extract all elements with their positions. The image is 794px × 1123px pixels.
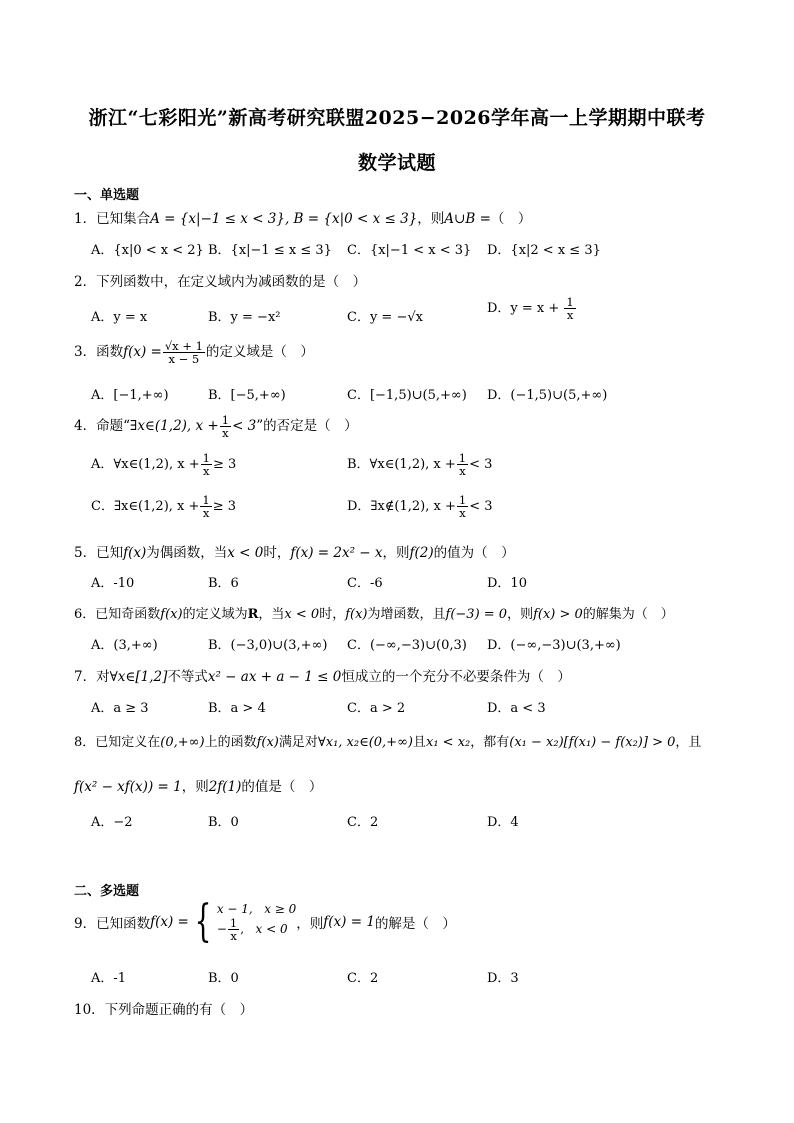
q6-text: 的解集为（ ） — [582, 607, 674, 622]
q7-option-b: B．a > 4 — [208, 701, 266, 716]
q6-math: f(x) — [160, 607, 183, 622]
q8-math: (0,+∞) — [160, 735, 205, 750]
left-brace-icon: { — [194, 896, 212, 947]
q2-option-d-text: D．y = x + — [487, 301, 564, 317]
section-heading-single-choice: 一、单选题 — [74, 188, 140, 203]
q1-text-a: 1．已知集合 — [74, 211, 151, 227]
q4-expr-a: ∃x∈(1,2), x + — [130, 418, 219, 435]
q4-text-b: ”的否定是（ ） — [256, 418, 358, 435]
q9-math: f(x) = 1 — [323, 914, 375, 930]
q8-text: ，都有 — [470, 735, 510, 750]
q9-case-2-fraction — [228, 917, 239, 942]
q9-piecewise — [189, 896, 297, 947]
fraction-denominator: x — [459, 464, 466, 479]
q2-option-c: C．y = −√x — [347, 310, 423, 325]
q4-option-d-post: < 3 — [469, 499, 493, 515]
q8-math: (x₁ − x₂)[f(x₁) − f(x₂)] > 0 — [509, 735, 676, 750]
q5-text: 5．已知 — [74, 545, 124, 561]
q8-option-c: C．2 — [347, 815, 379, 830]
q6-option-b: B．(−3,0)∪(3,+∞) — [208, 638, 328, 653]
question-4-stem — [74, 414, 358, 439]
q2-option-d — [487, 296, 577, 321]
q6-text: 为增函数，且 — [367, 607, 446, 622]
q4-option-b — [347, 452, 492, 477]
q7-option-a: A．a ≥ 3 — [91, 701, 149, 716]
q4-option-a-pre: A．∀x∈(1,2), x + — [91, 457, 200, 473]
q5-option-b: B．6 — [208, 576, 239, 591]
q4-option-c — [91, 494, 236, 519]
question-7-stem — [74, 665, 571, 685]
q3-option-d: D．(−1,5)∪(5,+∞) — [487, 388, 608, 403]
fraction — [457, 494, 468, 519]
q7-text: 恒成立的一个充分不必要条件为（ ） — [341, 669, 571, 685]
q1-option-d: D．{x|2 < x ≤ 3} — [487, 243, 601, 258]
q5-text: 时， — [263, 545, 291, 561]
q6-text: 6．已知奇函数 — [74, 607, 161, 622]
q9-option-a: A．-1 — [91, 971, 127, 986]
q3-text-a: 3．函数 — [74, 344, 124, 361]
q1-option-b: B．{x|−1 ≤ x ≤ 3} — [208, 243, 332, 258]
question-1-stem — [74, 207, 531, 227]
q1-union: A∪B = — [444, 211, 491, 227]
q1-text-b: ，则 — [417, 211, 445, 227]
q8-math: ∀x₁, x₂∈(0,+∞) — [317, 735, 413, 750]
q8-math: x₁ < x₂ — [426, 735, 471, 750]
q7-math: ∀x∈[1,2] — [109, 669, 168, 685]
q9-text: 的解是（ ） — [374, 916, 456, 932]
q8-math: 2f(1) — [208, 779, 242, 795]
q2-option-a: A．y = x — [91, 310, 148, 325]
fraction-denominator: x — [459, 506, 466, 521]
fraction-numerator: 1 — [202, 493, 210, 507]
fraction — [201, 452, 212, 477]
q7-text: 不等式 — [167, 669, 208, 685]
q5-math: f(x) — [123, 545, 147, 561]
fraction-denominator: x — [230, 929, 237, 943]
q3-option-b: B．[−5,+∞) — [208, 388, 286, 403]
q4-option-d — [347, 494, 493, 519]
fraction-denominator: x — [202, 506, 210, 521]
q8-math: f(x² − xf(x)) = 1 — [74, 779, 182, 795]
q4-option-b-pre: B．∀x∈(1,2), x + — [347, 457, 456, 473]
section-heading-multiple-choice: 二、多选题 — [74, 884, 140, 899]
q6-option-c: C．(−∞,−3)∪(0,3) — [347, 638, 467, 653]
q4-option-c-post: ≥ 3 — [212, 499, 237, 515]
q8-text: 8．已知定义在 — [74, 735, 161, 750]
q9-text: 9．已知函数 — [74, 916, 151, 932]
q5-text: 为偶函数，当 — [146, 545, 228, 561]
q5-text: 的值为（ ） — [433, 545, 515, 561]
q6-option-a: A．(3,+∞) — [91, 638, 158, 653]
fraction — [200, 494, 211, 519]
q9-option-c: C．2 — [347, 971, 379, 986]
q9-case-1 — [217, 902, 296, 917]
question-5-stem — [74, 541, 515, 561]
q5-math: f(2) — [409, 545, 434, 561]
q8-text: ，则 — [181, 779, 209, 795]
q8-text: 的值是（ ） — [241, 779, 323, 795]
fraction-numerator: √x + 1 — [164, 339, 203, 353]
q4-option-a — [91, 452, 236, 477]
q4-option-d-pre: D．∃x∉(1,2), x + — [347, 499, 456, 515]
q8-option-a: A．−2 — [91, 815, 133, 830]
fraction-denominator: x − 5 — [168, 352, 200, 367]
question-8-stem-line2 — [74, 775, 322, 795]
fraction-denominator: x — [222, 426, 229, 441]
q7-math: x² − ax + a − 1 ≤ 0 — [207, 669, 342, 685]
fraction-numerator: 1 — [566, 295, 574, 309]
q9-case-2: − $\frac{1}{x}$ , x < 0 — [216, 915, 288, 943]
q8-text: 且 — [412, 735, 426, 750]
question-3-stem — [74, 340, 314, 365]
question-6-stem — [74, 603, 674, 622]
q3-fx: f(x) = — [123, 344, 162, 361]
fraction-denominator: x — [566, 308, 574, 323]
q1-text-c: （ ） — [490, 211, 532, 227]
q8-text: ，且 — [675, 735, 702, 750]
q1-option-a: A．{x|0 < x < 2} — [91, 243, 204, 258]
q7-text: 7．对 — [74, 669, 110, 685]
q6-math-real: R — [247, 607, 259, 622]
q9-case-1-cond: x ≥ 0 — [264, 901, 297, 916]
q3-option-a: A．[−1,+∞) — [91, 388, 169, 403]
q9-cases — [217, 902, 296, 942]
q4-option-b-post: < 3 — [469, 457, 493, 473]
q9-option-d: D．3 — [487, 971, 519, 986]
question-10-stem: 10．下列命题正确的有（ ） — [74, 1002, 254, 1018]
q5-option-d: D．10 — [487, 576, 527, 591]
q2-option-d-fraction — [564, 296, 575, 321]
q6-text: 时， — [319, 607, 346, 622]
q4-expr-b: < 3 — [232, 418, 257, 435]
q8-text: 满足对 — [278, 735, 318, 750]
q8-option-b: B．0 — [208, 815, 239, 830]
question-9-stem — [74, 896, 456, 947]
q6-text: 的定义域为 — [182, 607, 248, 622]
q9-fx: f(x) = — [150, 914, 189, 930]
fraction-numerator: 1 — [221, 413, 230, 427]
question-2-stem: 2．下列函数中，在定义域内为减函数的是（ ） — [74, 274, 367, 290]
q6-math: f(x) — [345, 607, 368, 622]
fraction-numerator: 1 — [229, 915, 238, 930]
q6-option-d: D．(−∞,−3)∪(3,+∞) — [487, 638, 621, 653]
q6-math: x < 0 — [284, 607, 320, 622]
q8-text: 上的函数 — [204, 735, 257, 750]
q4-fraction — [220, 414, 231, 439]
q6-text: ，当 — [258, 607, 285, 622]
q8-option-d: D．4 — [487, 815, 519, 830]
fraction — [457, 452, 468, 477]
q6-text: ，则 — [507, 607, 534, 622]
q5-math: x < 0 — [227, 545, 264, 561]
exam-subtitle: 数学试题 — [357, 152, 436, 174]
q3-fraction — [163, 340, 205, 365]
q1-sets: A = {x|−1 ≤ x < 3}, B = {x|0 < x ≤ 3} — [150, 211, 418, 227]
q7-option-c: C．a > 2 — [347, 701, 406, 716]
question-8-stem — [74, 731, 701, 750]
q3-text-b: 的定义域是（ ） — [205, 344, 314, 361]
q9-text: ，则 — [296, 916, 324, 932]
q9-option-b: B．0 — [208, 971, 239, 986]
q4-option-a-post: ≥ 3 — [212, 457, 237, 473]
q5-text: ，则 — [382, 545, 410, 561]
q8-math: f(x) — [256, 735, 279, 750]
q9-case-2-cond: x < 0 — [255, 922, 288, 936]
q9-case-2-sign: − — [216, 922, 227, 936]
q2-option-b: B．y = −x² — [208, 310, 281, 325]
q5-option-c: C．-6 — [347, 576, 383, 591]
q7-option-d: D．a < 3 — [487, 701, 546, 716]
q6-math: f(−3) = 0 — [445, 607, 508, 622]
q1-option-c: C．{x|−1 < x < 3} — [347, 243, 472, 258]
fraction-numerator: 1 — [458, 493, 467, 507]
fraction-numerator: 1 — [202, 451, 210, 465]
fraction-denominator: x — [203, 464, 210, 479]
exam-title: 浙江“七彩阳光”新高考研究联盟2025−2026学年高一上学期期中联考 — [88, 107, 706, 129]
q5-math: f(x) = 2x² − x — [290, 545, 383, 561]
q4-text-a: 4．命题“ — [74, 418, 130, 435]
q4-option-c-pre: C．∃x∈(1,2), x + — [91, 499, 200, 515]
q6-math: f(x) > 0 — [533, 607, 583, 622]
q5-option-a: A．-10 — [91, 576, 135, 591]
fraction-numerator: 1 — [458, 451, 467, 465]
q9-case-1-expr: x − 1, — [216, 901, 253, 916]
q3-option-c: C．[−1,5)∪(5,+∞) — [347, 388, 467, 403]
